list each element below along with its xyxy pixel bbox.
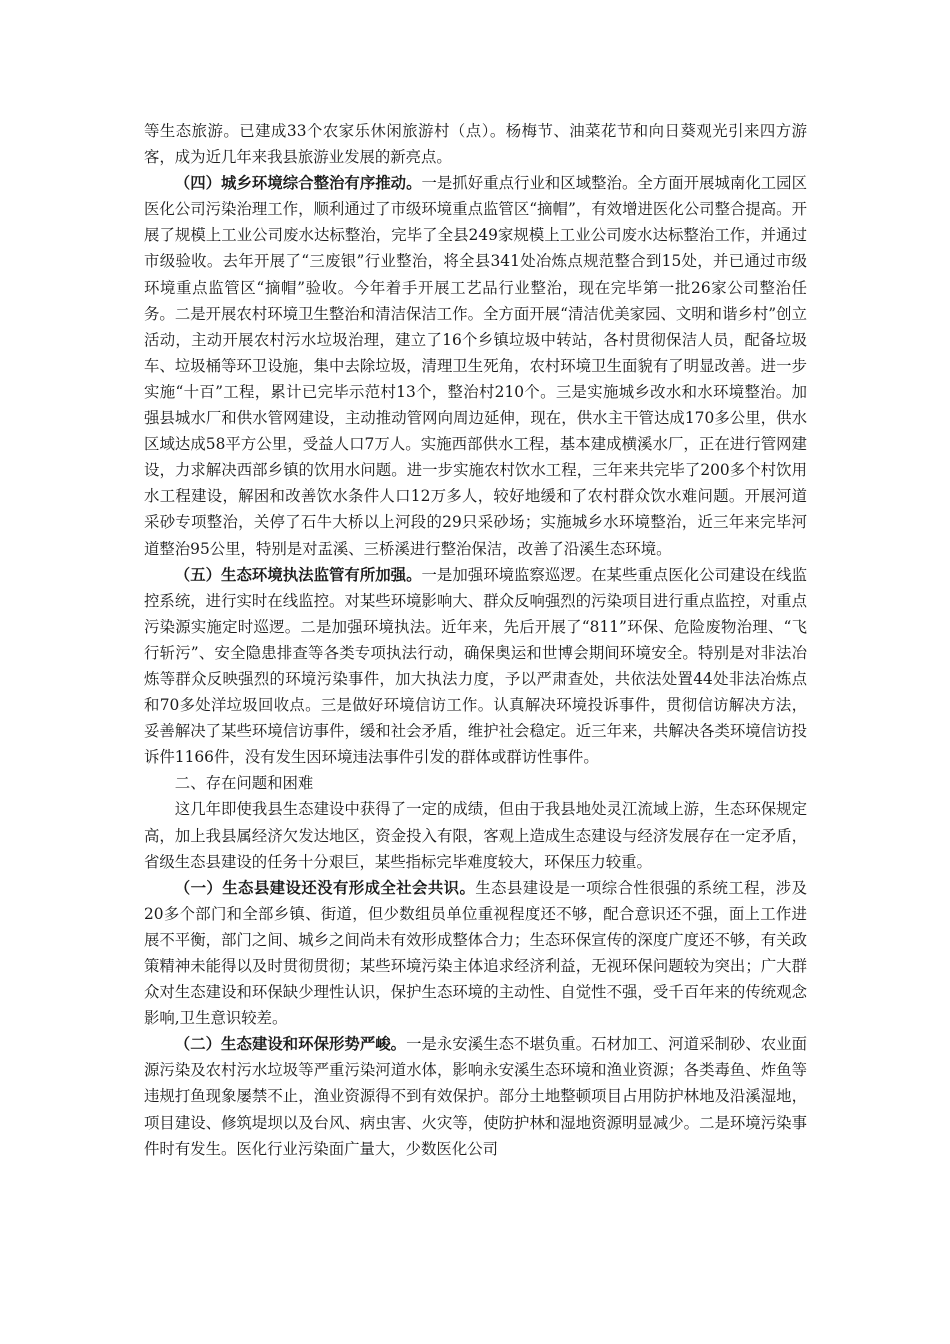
paragraph-body: 生态县建设是一项综合性很强的系统工程，涉及20多个部门和全部乡镇、街道，但少数组员单位重视程度还不够，配合意识还不强，面上工作进展不平衡，部门之间、城乡之间尚未有效形成整体合力；生态环保宣传的深度广度还不够，有关政策精神未能得以及时贯彻贯彻；某些环境污染主体追求经济利益，无视环保问题较为突出；广大群众对生态建设和环保缺少理性认识，保护生态环境的主动性、自觉性不强，受千百年来的传统观念影响,卫生意识较差。 <box>144 878 807 1028</box>
chapter-title: 二、存在问题和困难 <box>174 774 314 793</box>
paragraph-body: 这几年即使我县生态建设中获得了一定的成绩，但由于我县地处灵江流域上游，生态环保规定高，加上我县属经济欠发达地区，资金投入有限，客观上造成生态建设与经济发展存在一定矛盾，省级生态县建设的任务十分艰巨，某些指标完毕难度较大，环保压力较重。 <box>144 800 807 871</box>
section-heading: （五）生态环境执法监管有所加强。 <box>174 565 422 584</box>
paragraph-body: 一是永安溪生态不堪负重。石材加工、河道采制砂、农业面源污染及农村污水垃圾等严重污染河道水体，影响永安溪生态环境和渔业资源；各类毒鱼、炸鱼等违规打鱼现象屡禁不止，渔业资源得不到有效保护。部分土地整顿项目占用防护林地及沿溪湿地，项目建设、修筑堤坝以及台风、病虫害、火灾等，使防护林和湿地资源明显减少。二是环境污染事件时有发生。医化行业污染面广量大，少数医化公司 <box>144 1035 807 1158</box>
paragraph-body: 一是抓好重点行业和区域整治。全方面开展城南化工园区医化公司污染治理工作，顺利通过了市级环境重点监管区“摘帽”，有效增进医化公司整合提高。开展了规模上工业公司废水达标整治，完毕了全县249家规模上工业公司废水达标整治工作，并通过市级验收。去年开展了“三废银”行业整治，将全县341处冶炼点规范整合到15处，并已通过市级环境重点监管区“摘帽”验收。今年着手开展工艺品行业整治，现在完毕第一批26家公司整治任务。二是开展农村环境卫生整治和清洁保洁工作。全方面开展“清洁优美家园、文明和谐乡村”创立活动，主动开展农村污水垃圾治理，建立了16个乡镇垃圾中转站，各村贯彻保洁人员，配备垃圾车、垃圾桶等环卫设施，集中去除垃圾，清理卫生死角，农村环境卫生面貌有了明显改善。进一步实施“十百”工程，累计已完毕示范村13个，整治村210个。三是实施城乡改水和水环境整治。加强县城水厂和供水管网建设，主动推动管网向周边延伸，现在，供水主干管达成170多公里，供水区域达成58平方公里，受益人口7万人。实施西部供水工程，基本建成横溪水厂，正在进行管网建设，力求解决西部乡镇的饮用水问题。进一步实施农村饮水工程，三年来共完毕了200多个村饮用水工程建设，解困和改善饮水条件人口12万多人，较好地缓和了农村群众饮水难问题。开展河道采砂专项整治，关停了石牛大桥以上河段的29只采砂场；实施城乡水环境整治，近三年来完毕河道整治95公里，特别是对盂溪、三桥溪进行整治保洁，改善了沿溪生态环境。 <box>144 174 807 558</box>
paragraph-tourism-continued <box>144 118 807 170</box>
section-heading: （四）城乡环境综合整治有序推动。 <box>174 174 422 193</box>
paragraph-problem-2 <box>144 1031 807 1161</box>
section-heading: （一）生态县建设还没有形成全社会共识。 <box>174 878 476 897</box>
paragraph-problems-intro <box>144 796 807 874</box>
document-page <box>144 118 807 1162</box>
chapter-heading <box>144 770 807 796</box>
paragraph-body: 一是加强环境监察巡逻。在某些重点医化公司建设在线监控系统，进行实时在线监控。对某些环境影响大、群众反响强烈的污染项目进行重点监控，对重点污染源实施定时巡逻。二是加强环境执法。近年来，先后开展了“811”环保、危险废物治理、“飞行斩污”、安全隐患排查等各类专项执法行动，确保奥运和世博会期间环境安全。特别是对非法冶炼等群众反映强烈的环境污染事件，加大执法力度，予以严肃查处，共依法处置44处非法冶炼点和70多处洋垃圾回收点。三是做好环境信访工作。认真解决环境投诉事件，贯彻信访解决方法，妥善解决了某些环境信访事件，缓和社会矛盾，维护社会稳定。近三年来，共解决各类环境信访投诉件1166件，没有发生因环境违法事件引发的群体或群访性事件。 <box>144 565 807 767</box>
paragraph-body: 等生态旅游。已建成33个农家乐休闲旅游村（点）。杨梅节、油菜花节和向日葵观光引来四方游客，成为近几年来我县旅游业发展的新亮点。 <box>144 122 807 167</box>
paragraph-problem-1 <box>144 875 807 1032</box>
section-heading: （二）生态建设和环保形势严峻。 <box>174 1035 407 1054</box>
paragraph-section-4 <box>144 170 807 561</box>
paragraph-section-5 <box>144 562 807 771</box>
